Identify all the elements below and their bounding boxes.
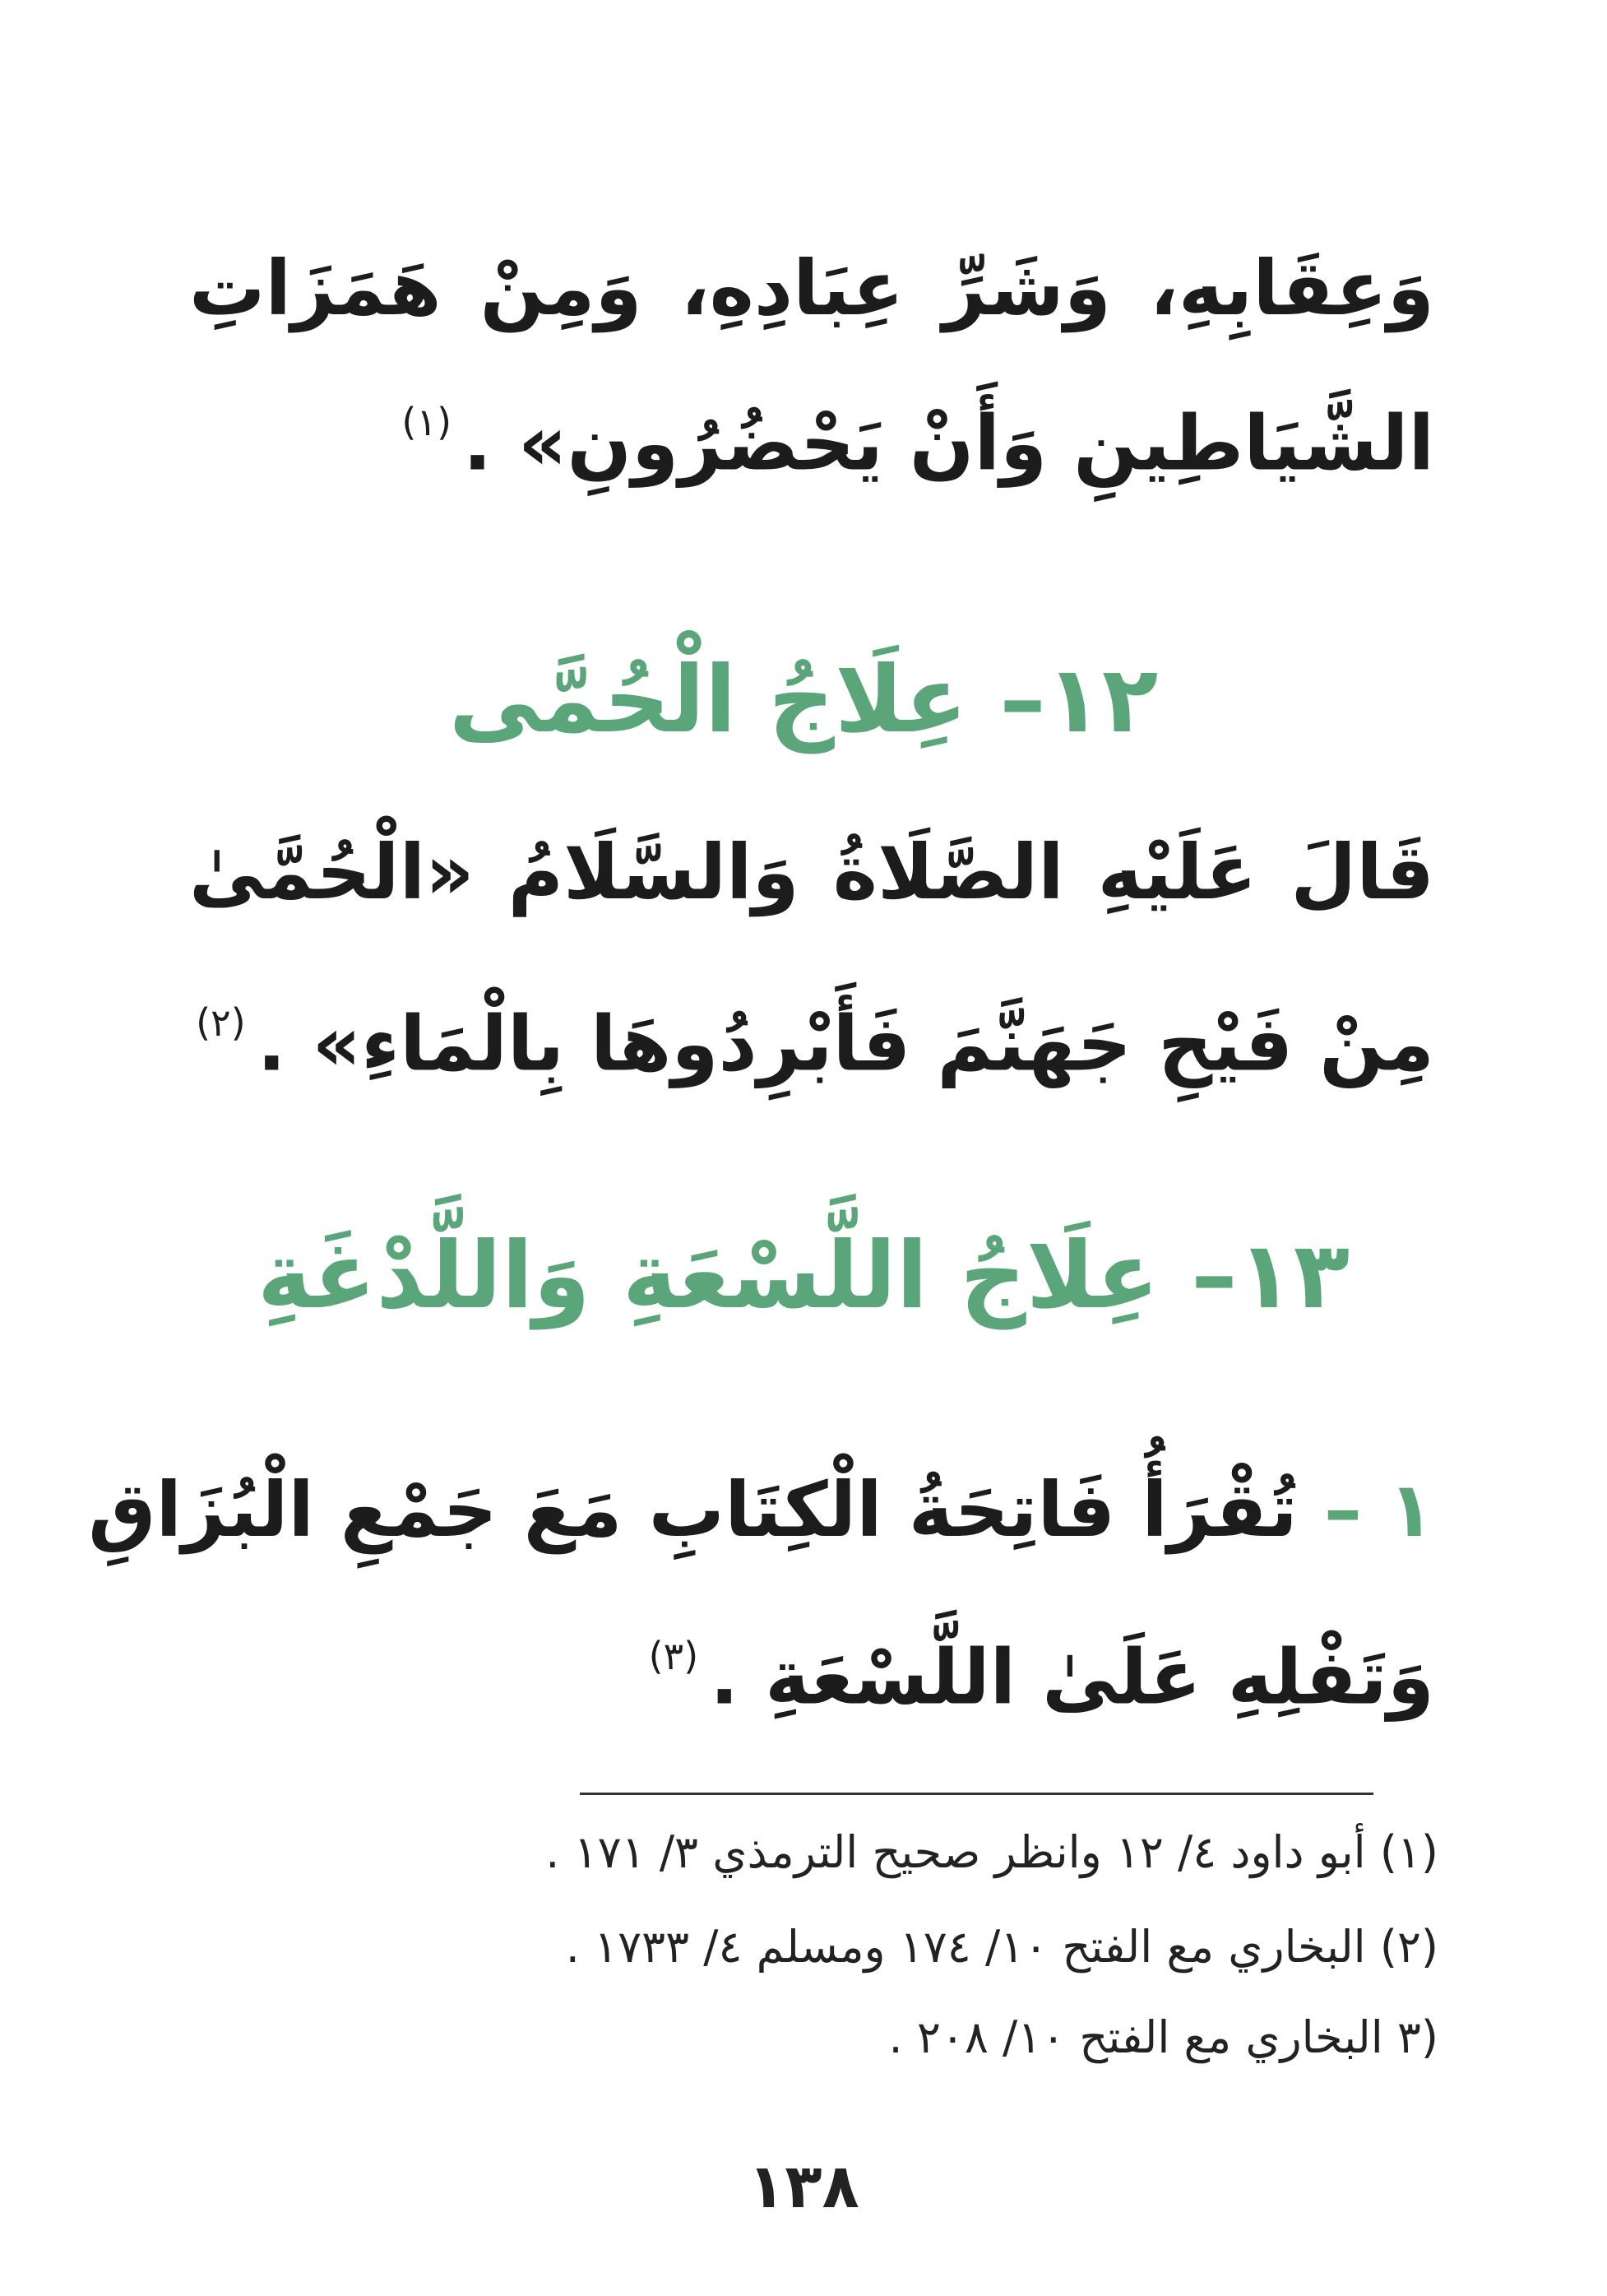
text-line-1 — [189, 244, 1434, 332]
section-12-line-2 — [189, 1000, 1434, 1088]
footnote-ref-2: (٢) — [196, 1000, 246, 1045]
item-number: ١ – — [1323, 1466, 1434, 1554]
footnote-3: (٣ البخاري مع الفتح ١٠/ ٢٠٨ . — [888, 2011, 1438, 2063]
section-13-line-2-content: وَتَفْلِهِ عَلَىٰ اللَّسْعَةِ . — [710, 1633, 1434, 1722]
section-12-heading — [0, 647, 1607, 754]
section-12-line-2-content: مِنْ فَيْحِ جَهَنَّمَ فَأَبْرِدُوهَا بِالْمَاءِ» . — [257, 1000, 1434, 1088]
text-line-2 — [189, 399, 1434, 488]
section-13-line-1 — [88, 1466, 1434, 1554]
text-line-1-content: وَعِقَابِهِ، وَشَرِّ عِبَادِهِ، وَمِنْ هَمَزَاتِ — [189, 244, 1434, 332]
footnote-1: (١) أبو داود ٤/ ١٢ وانظر صحيح الترمذي ٣/ ١٧١ . — [545, 1826, 1438, 1878]
footnote-separator — [580, 1793, 1373, 1795]
section-12-title: عِلَاجُ الْحُمَّى — [448, 647, 968, 754]
section-12-line-1-content: قَالَ عَلَيْهِ الصَّلَاةُ وَالسَّلَامُ «الْحُمَّىٰ — [189, 828, 1434, 916]
section-12-line-1 — [189, 828, 1434, 916]
footnote-2: (٢) البخاري مع الفتح ١٠/ ١٧٤ ومسلم ٤/ ١٧٣٣ . — [565, 1921, 1438, 1973]
section-13-line-1-content: تُقْرَأُ فَاتِحَةُ الْكِتَابِ مَعَ جَمْعِ الْبُزَاقِ — [88, 1466, 1298, 1554]
text-line-2-content: الشَّيَاطِينِ وَأَنْ يَحْضُرُونِ» . — [463, 399, 1434, 488]
footnote-ref-3: (٣) — [648, 1634, 699, 1678]
footnote-ref-1: (١) — [401, 400, 452, 444]
section-13-title: عِلَاجُ اللَّسْعَةِ وَاللَّدْغَةِ — [257, 1222, 1160, 1329]
section-13-heading — [0, 1222, 1607, 1329]
section-13-number: ١٣– — [1191, 1222, 1350, 1329]
section-12-number: ١٢– — [999, 647, 1159, 754]
page-number: ١٣٨ — [748, 2151, 859, 2222]
section-13-line-2 — [189, 1633, 1434, 1722]
